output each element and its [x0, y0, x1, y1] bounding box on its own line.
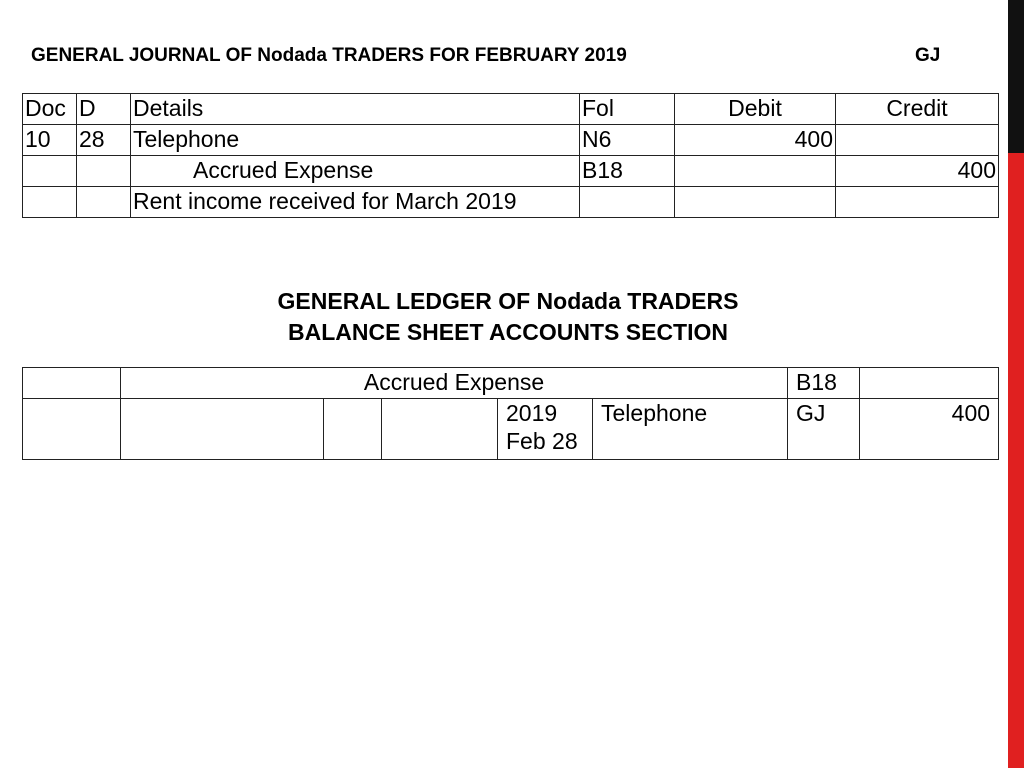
cell-doc [23, 187, 77, 218]
header-details: Details [131, 94, 580, 125]
ledger-account-row [23, 368, 999, 399]
general-journal-table [22, 93, 999, 218]
header-day: D [77, 94, 131, 125]
header-credit: Credit [836, 94, 999, 125]
journal-header-row [23, 94, 999, 125]
ledger-entry-year: 2019 [506, 400, 558, 426]
ledger-entry-fol: GJ [788, 399, 860, 460]
cell-fol [580, 187, 675, 218]
cell-doc: 10 [23, 125, 77, 156]
cell-credit: 400 [836, 156, 999, 187]
cell-doc [23, 156, 77, 187]
ledger-empty-cell [324, 399, 382, 460]
side-accent-bar-dark [1008, 0, 1024, 153]
header-fol: Fol [580, 94, 675, 125]
journal-row [23, 125, 999, 156]
ledger-account-name: Accrued Expense [121, 368, 788, 399]
journal-row [23, 187, 999, 218]
ledger-empty-cell [121, 399, 324, 460]
cell-debit [675, 187, 836, 218]
journal-title-text: GENERAL JOURNAL OF Nodada TRADERS FOR FEBRUARY 2019 [31, 45, 627, 66]
ledger-empty-cell [23, 368, 121, 399]
cell-day [77, 187, 131, 218]
side-accent-bar-red [1008, 153, 1024, 768]
cell-fol: N6 [580, 125, 675, 156]
ledger-entry-date [498, 399, 593, 460]
header-doc: Doc [23, 94, 77, 125]
cell-day: 28 [77, 125, 131, 156]
ledger-title [0, 286, 1016, 348]
cell-credit [836, 125, 999, 156]
cell-debit: 400 [675, 125, 836, 156]
ledger-entry-day: Feb 28 [506, 428, 578, 454]
cell-details: Accrued Expense [131, 156, 580, 187]
cell-day [77, 156, 131, 187]
cell-debit [675, 156, 836, 187]
ledger-entry-row [23, 399, 999, 460]
ledger-entry-details: Telephone [593, 399, 788, 460]
ledger-empty-cell [860, 368, 999, 399]
ledger-title-line2: BALANCE SHEET ACCOUNTS SECTION [288, 319, 728, 345]
journal-row [23, 156, 999, 187]
journal-title [31, 44, 951, 68]
cell-details: Rent income received for March 2019 [131, 187, 580, 218]
ledger-entry-amount: 400 [860, 399, 999, 460]
cell-credit [836, 187, 999, 218]
header-debit: Debit [675, 94, 836, 125]
ledger-empty-cell [382, 399, 498, 460]
ledger-empty-cell [23, 399, 121, 460]
ledger-account-code: B18 [788, 368, 860, 399]
cell-details: Telephone [131, 125, 580, 156]
cell-fol: B18 [580, 156, 675, 187]
ledger-title-line1: GENERAL LEDGER OF Nodada TRADERS [277, 288, 739, 314]
general-ledger-table [22, 367, 999, 460]
journal-code: GJ [915, 45, 941, 66]
